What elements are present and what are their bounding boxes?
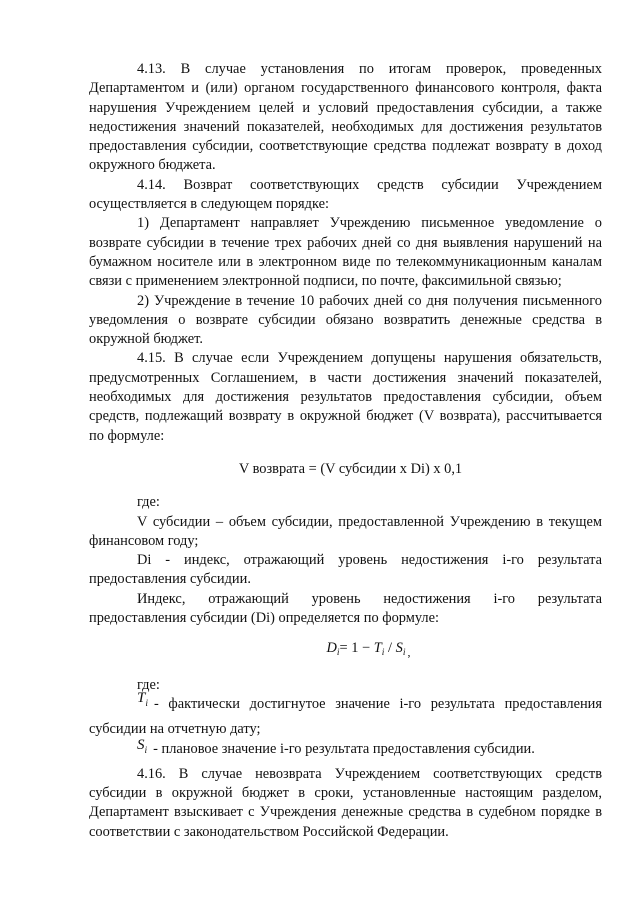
formula-eq: = 1 − <box>339 640 374 657</box>
formula-di <box>89 639 602 663</box>
symbol-si <box>137 736 147 761</box>
symbol-s-sub: i <box>144 745 148 756</box>
definition-v-subsidy: V субсидии – объем субсидии, предоставленной Учреждению в текущем финансовом году; <box>89 513 602 549</box>
formula-s: S <box>395 640 403 657</box>
where-label-2: где: <box>137 676 160 693</box>
formula-comma: , <box>407 645 411 660</box>
formula-slash: / <box>384 640 396 657</box>
definition-index: Индекс, отражающий уровень недостижения i-го результата предоставления субсидии (Di) определяется по формуле: <box>89 590 602 627</box>
definition-si <box>89 736 602 765</box>
paragraph-4-13: 4.13. В случае установления по итогам проверок, проведенных Департаментом и (или) органом государственного финансового контроля, факта нарушения Учреждением целей и условий предоставления субсидии, а также недостижения значений показателей, необходимых для достижения результатов предоставления субсидии, соответствующие средства подлежат возврату в доход окружного бюджета. <box>89 61 602 174</box>
formula-d: D <box>326 640 337 657</box>
paragraph-4-14-item-2: 2) Учреждение в течение 10 рабочих дней со дня получения письменного уведомления о возврате субсидии обязано возвратить денежные средства в окружной бюджет. <box>89 292 602 348</box>
definition-si-text: - плановое значение i-го результата предоставления субсидии. <box>153 740 535 757</box>
paragraph-4-14: 4.14. Возврат соответствующих средств субсидии Учреждением осуществляется в следующем порядке: <box>89 176 602 213</box>
formula-d-sub: i <box>336 648 340 659</box>
formula-s-sub: i <box>402 648 406 659</box>
paragraph-4-16: 4.16. В случае невозврата Учреждением соответствующих средств субсидии в окружной бюджет в сроки, установленные настоящим разделом, Департамент взыскивает с Учреждения денежные средства в судебном порядке в соответствии с законодательством Российской Федерации. <box>89 765 602 840</box>
formula-t: T <box>373 640 382 657</box>
where-label-1: где: <box>137 494 160 511</box>
symbol-s: S <box>137 736 145 753</box>
symbol-t-sub: i <box>145 698 148 709</box>
paragraph-4-15: 4.15. В случае если Учреждением допущены нарушения обязательств, предусмотренных Соглашением, в части достижения значений показателей, необходимых для достижения результатов предоставления субсидии, объем средств, подлежащий возврату в окружной бюджет (V возврата), рассчитывается по формуле: <box>89 350 602 444</box>
document-body <box>89 60 602 842</box>
formula-v-return: V возврата = (V субсидии x Di) x 0,1 <box>238 460 463 477</box>
definition-ti-text: - фактически достигнутое значение i-го результата предоставления субсидии на отчетную дату; <box>89 695 602 738</box>
formula-t-sub: i <box>381 648 385 659</box>
symbol-ti <box>137 689 148 714</box>
paragraph-4-14-item-1: 1) Департамент направляет Учреждению письменное уведомление о возврате субсидии в течение трех рабочих дней со дня выявления нарушений на бумажном носителе или в электронном виде по телекоммуникационным каналам связи с применением электронной подписи, по почте, факсимильной связью; <box>89 215 602 290</box>
definition-di: Di - индекс, отражающий уровень недостижения i-го результата предоставления субсидии. <box>89 552 602 588</box>
symbol-t: T <box>137 689 146 706</box>
definition-ti <box>89 689 602 740</box>
